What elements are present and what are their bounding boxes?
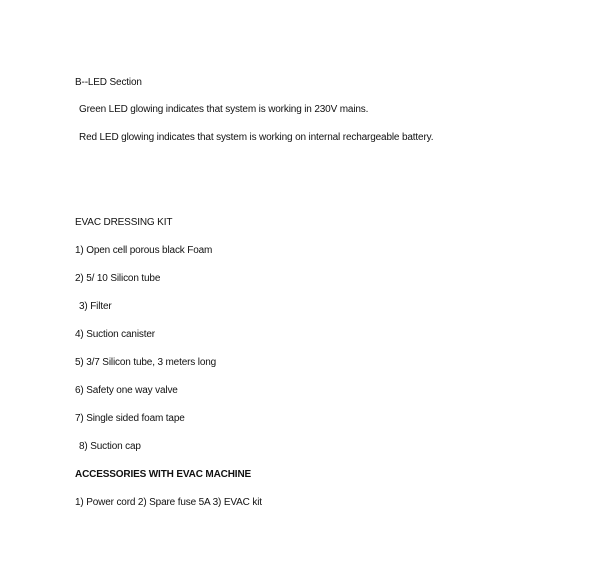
kit-item: 5) 3/7 Silicon tube, 3 meters long: [75, 357, 217, 368]
kit-item: 7) Single sided foam tape: [75, 413, 185, 424]
led-section-heading: B--LED Section: [75, 77, 142, 88]
red-led-description: Red LED glowing indicates that system is working on internal rechargeable battery.: [79, 132, 434, 143]
kit-item: 4) Suction canister: [75, 329, 155, 340]
dressing-kit-heading: EVAC DRESSING KIT: [75, 217, 173, 228]
accessories-heading: ACCESSORIES WITH EVAC MACHINE: [75, 469, 252, 480]
accessories-list: 1) Power cord 2) Spare fuse 5A 3) EVAC kit: [75, 497, 262, 508]
kit-item: 2) 5/ 10 Silicon tube: [75, 273, 161, 284]
kit-item: 8) Suction cap: [79, 441, 141, 452]
green-led-description: Green LED glowing indicates that system is working in 230V mains.: [79, 104, 369, 115]
kit-item: 6) Safety one way valve: [75, 385, 178, 396]
kit-item: 1) Open cell porous black Foam: [75, 245, 213, 256]
kit-item: 3) Filter: [79, 301, 112, 312]
